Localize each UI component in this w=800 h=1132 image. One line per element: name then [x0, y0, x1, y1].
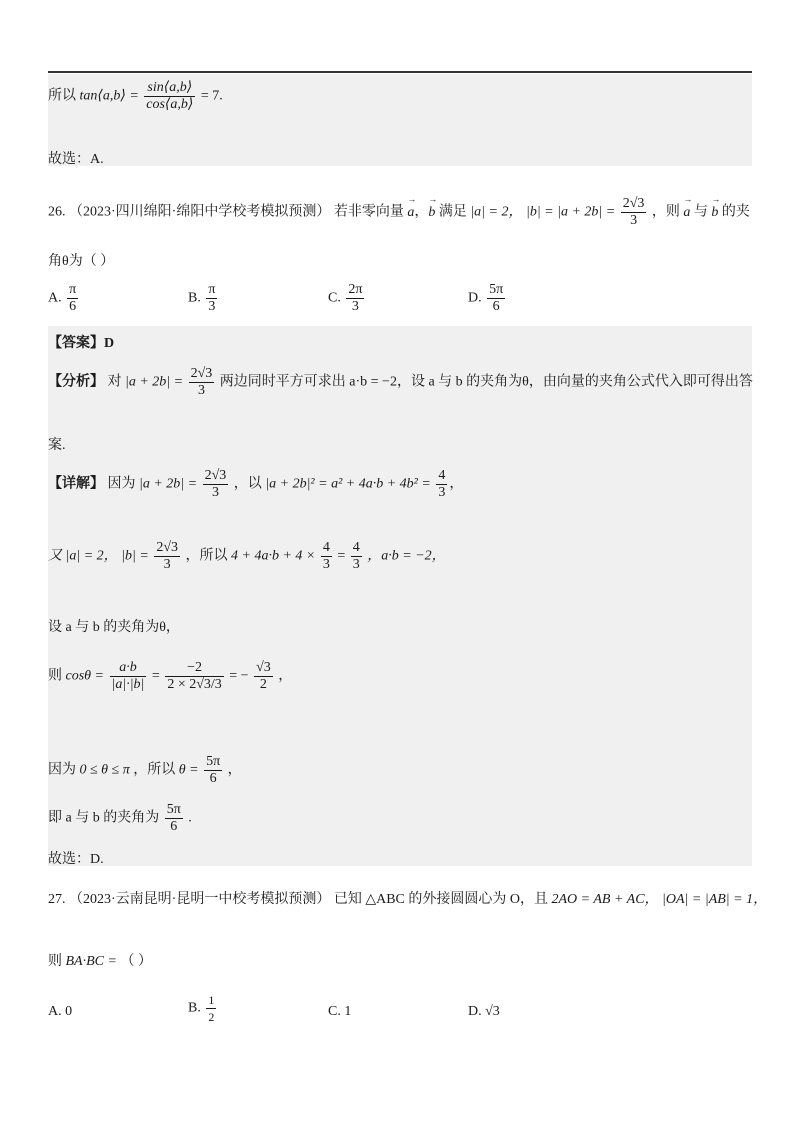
vector-b-2: → b: [711, 205, 718, 221]
prev-formula-den: cos⟨a,b⟩: [146, 97, 194, 112]
q26-analysis-line: [48, 366, 753, 399]
detail-6b: .: [188, 810, 192, 826]
cos-fraction-3: [254, 660, 273, 693]
q27-option-b[interactable]: [188, 992, 218, 1025]
detail-6-fraction: [165, 802, 183, 835]
q27-stem-line1: [48, 888, 767, 908]
vector-a: → a: [407, 205, 414, 221]
cos-frac-1-num: a·b: [110, 660, 147, 677]
q26-option-a[interactable]: [48, 282, 80, 315]
detail-2c: ，所以: [185, 548, 228, 564]
q27-stem-line2b: BA·BC =: [65, 954, 117, 969]
detail-2d: 4 + 4a·b + 4 ×: [231, 548, 316, 564]
analysis-2: 两边同时平方可求出 a·b = −2，设 a 与 b 的夹角为θ，由向量的夹角公式代入即可得出答: [219, 374, 753, 390]
q27-stem-1: 已知 △ABC 的外接圆圆心为 O，且: [333, 892, 548, 907]
detail-5-fraction: [204, 754, 222, 787]
detail-4a: 则: [48, 668, 62, 684]
q26-detail-line6: [48, 802, 192, 835]
option-label: A.: [48, 290, 62, 306]
q26-answer-choice: 故选：D.: [48, 852, 104, 867]
option-label: C.: [328, 290, 341, 306]
q27-stem-line2: [48, 950, 152, 970]
detail-5-frac-den: 6: [209, 771, 217, 786]
detail-2-frac-b: [351, 540, 362, 573]
vector-b: → b: [428, 205, 435, 221]
detail-2e: =: [337, 548, 346, 564]
q26-number: 26.: [48, 204, 66, 220]
prev-formula-fraction: [144, 80, 195, 113]
frac-den: 3: [351, 299, 359, 314]
q27-source: （2023·云南昆明·昆明一中校考模拟预测）: [69, 892, 331, 907]
q26-cond-frac-num: 2√3: [622, 196, 645, 211]
q26-option-d[interactable]: [468, 282, 507, 315]
detail-2-frac-b-num: 4: [352, 540, 360, 555]
q27-number: 27.: [48, 892, 66, 907]
detail-5c: ，所以: [133, 762, 176, 778]
detail-2-frac-a-num: 4: [322, 540, 330, 555]
q26-cond-frac-den: 3: [630, 213, 638, 228]
detail-5d: θ =: [178, 762, 199, 778]
frac-den: 3: [208, 299, 216, 314]
option-fraction: [206, 282, 217, 315]
q26-cond-1: |a| = 2，: [470, 204, 523, 220]
frac-num: π: [208, 282, 216, 297]
q27-option-c[interactable]: [328, 1004, 351, 1020]
detail-4d: = −: [229, 668, 249, 684]
q26-source: （2023·四川绵阳·绵阳中学校考模拟预测）: [69, 204, 331, 220]
cos-frac-3-num: √3: [256, 660, 271, 675]
q26-detail-line1: 【详解】 因为 |a + 2b| = $\frac{2√3}{3}$ ，以 |a + 2b|² = a² + 4a·b + 4b² = $\frac{4}{3}$ ，: [48, 468, 464, 500]
option-fraction: [487, 282, 505, 315]
frac-num: 5π: [489, 282, 504, 297]
q26-analysis-cont: 案.: [48, 438, 66, 453]
cos-fraction-1: [110, 660, 147, 693]
q27-stem-3: |OA| = |AB| = 1，: [662, 892, 768, 907]
q26-stem-3: ，则: [651, 204, 680, 220]
detail-2f: ，a·b = −2，: [367, 548, 446, 564]
detail-6-frac-den: 6: [170, 819, 178, 834]
q26-stem-line1: 26. （2023·四川绵阳·绵阳中学校考模拟预测） 若非零向量 → a，→ b 满足 |a| = 2， |b| = |a + 2b| = $\frac{2√3}{3}$ ，则 → a 与 → b 的夹: [48, 196, 750, 229]
detail-1-fraction: [203, 468, 229, 501]
detail-2-frac-num: 2√3: [156, 540, 178, 555]
vector-a-2: → a: [683, 205, 690, 221]
detail-tag: 【详解】: [48, 476, 104, 492]
detail-2-frac-a: [321, 540, 332, 573]
frac-den: 6: [69, 299, 77, 314]
q27-stem-line2c: （ ）: [120, 954, 152, 969]
detail-1a: 因为: [107, 476, 136, 492]
option-label: B.: [188, 1000, 201, 1016]
q27-option-a[interactable]: [48, 1004, 72, 1020]
q27-stem-2: 2AO = AB + AC，: [551, 892, 659, 907]
option-value: 0: [65, 1004, 73, 1019]
detail-4e: ，: [278, 668, 293, 684]
prev-conclusion-line: [48, 80, 223, 113]
frac-den: 2: [208, 1010, 215, 1024]
option-fraction: [67, 282, 78, 315]
frac-num: π: [69, 282, 77, 297]
cos-frac-3-den: 2: [259, 677, 267, 692]
detail-2-frac-den: 3: [163, 557, 171, 572]
q26-stem-line2: 角θ为（ ）: [48, 254, 115, 269]
frac-num: 2π: [348, 282, 363, 297]
detail-5e: ，: [227, 762, 242, 778]
detail-4b: cosθ =: [65, 668, 104, 684]
detail-2-frac-b-den: 3: [352, 557, 360, 572]
cos-frac-2-den: 2 × 2√3/3: [167, 677, 222, 692]
detail-1-rhs-fraction: [436, 468, 447, 501]
detail-2a: 又 |a| = 2，: [48, 548, 118, 564]
detail-1-rhs-den: 3: [438, 485, 446, 500]
option-label: D.: [468, 1004, 482, 1019]
frac-num: 1: [208, 993, 215, 1007]
q26-stem-4: 与: [693, 204, 708, 220]
q26-option-b[interactable]: [188, 282, 219, 315]
analysis-expr: |a + 2b| =: [125, 374, 184, 390]
option-fraction: [346, 282, 364, 315]
analysis-fraction: [189, 366, 215, 399]
q27-option-d[interactable]: [468, 1004, 500, 1020]
q26-cond-fraction: [621, 196, 647, 229]
q26-detail-line2: [48, 540, 446, 573]
detail-1d: |a + 2b|² = a² + 4a·b + 4b² =: [265, 476, 431, 492]
detail-1c: ，以: [233, 476, 262, 492]
top-rule: [48, 71, 752, 73]
q26-answer-tag: 【答案】D: [48, 336, 115, 351]
detail-6a: 即 a 与 b 的夹角为: [48, 810, 160, 826]
q26-stem-5: 的夹: [721, 204, 750, 220]
frac-den: 6: [492, 299, 500, 314]
detail-5-frac-num: 5π: [206, 754, 221, 769]
cos-frac-1-den: |a|·|b|: [111, 677, 145, 692]
detail-1-frac-den: 3: [211, 485, 219, 500]
detail-1-rhs-num: 4: [438, 468, 446, 483]
option-label: A.: [48, 1004, 62, 1019]
detail-5b: 0 ≤ θ ≤ π: [79, 762, 130, 778]
q26-detail-line5: [48, 754, 242, 787]
analysis-frac-den: 3: [197, 383, 205, 398]
option-label: D.: [468, 290, 482, 306]
analysis-tag: 【分析】: [48, 374, 104, 390]
analysis-1: 对: [107, 374, 122, 390]
cos-fraction-2: [165, 660, 223, 693]
prev-prefix: 所以: [48, 88, 76, 104]
q27-stem-line2a: 则: [48, 954, 62, 969]
q26-cond-2: |b| = |a + 2b| =: [525, 204, 616, 220]
prev-answer-choice: 故选：A.: [48, 152, 104, 167]
option-label: C.: [328, 1004, 341, 1019]
detail-1-frac-num: 2√3: [204, 468, 227, 483]
detail-5a: 因为: [48, 762, 76, 778]
cos-frac-2-num: −2: [165, 660, 223, 677]
option-value: 1: [344, 1004, 352, 1019]
option-label: B.: [188, 290, 201, 306]
analysis-frac-num: 2√3: [190, 366, 213, 381]
q26-detail-line4: [48, 660, 292, 693]
q26-stem-1: 若非零向量: [333, 204, 404, 220]
detail-2b: |b| =: [121, 548, 149, 564]
detail-1b: |a + 2b| =: [139, 476, 198, 492]
detail-2-frac-a-den: 3: [322, 557, 330, 572]
detail-2-fraction: [154, 540, 180, 573]
detail-4c: =: [151, 668, 160, 684]
option-value: √3: [485, 1004, 500, 1019]
q26-detail-line3: 设 a 与 b 的夹角为θ，: [48, 620, 180, 635]
q26-option-c[interactable]: [328, 282, 366, 315]
prev-formula-num: sin⟨a,b⟩: [144, 80, 195, 97]
option-fraction: [206, 992, 216, 1025]
prev-formula-rhs: = 7.: [200, 88, 223, 104]
detail-6-frac-num: 5π: [166, 802, 181, 817]
q26-stem-2: 满足: [438, 204, 467, 220]
prev-formula-lhs: tan⟨a,b⟩ =: [79, 88, 139, 104]
